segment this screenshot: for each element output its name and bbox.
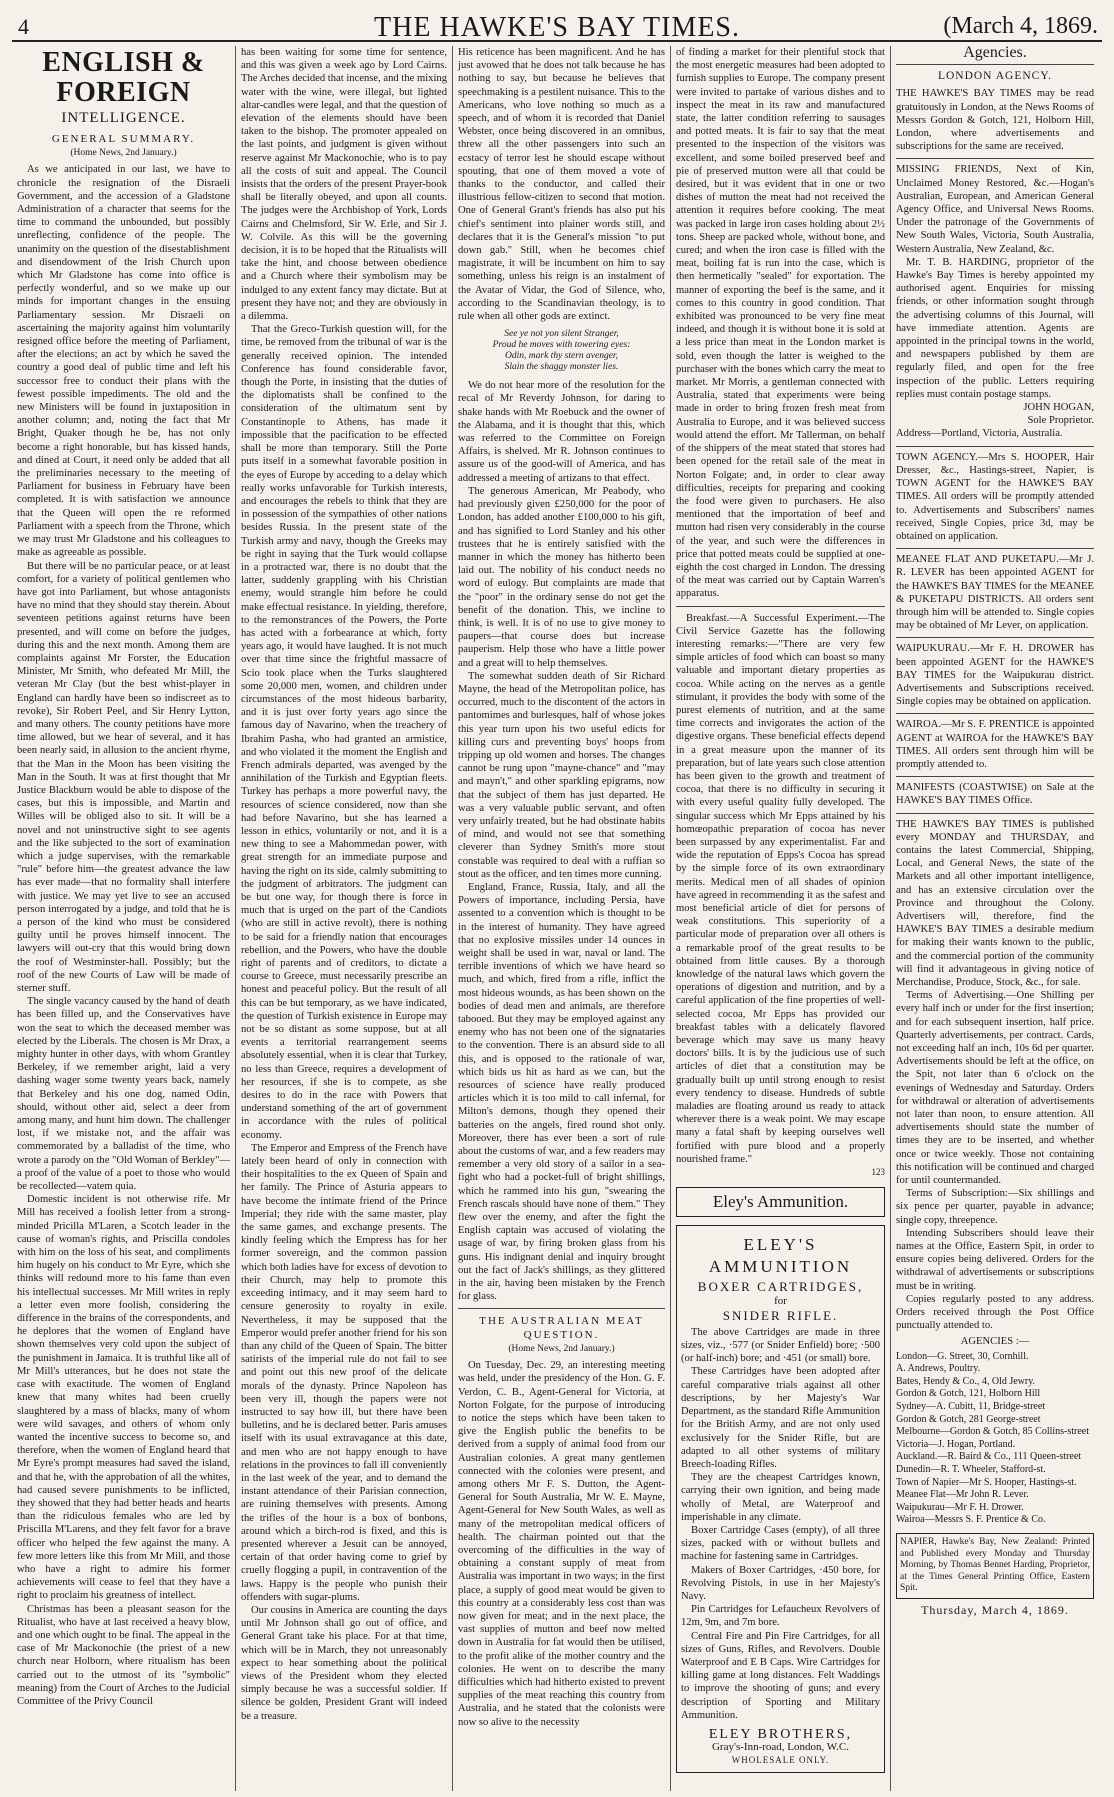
agency-line: Auckland.—R. Baird & Co., 111 Queen-street (896, 1451, 1082, 1463)
notice-text: MISSING FRIENDS, Next of Kin, Unclaimed Money Restored, &c.—Hogan's Australian, European, and American General Agency Office, and Universal News Rooms. Under the patronage of the Governments of New South Wales, Victoria, South Australia, Western Australia, New Zealand, &c. (896, 164, 1094, 255)
article-paragraph: As we anticipated in our last, we have to chronicle the resignation of the Disraeli Government, and the accession of a Gladstone Administration of a character that seems for the time to command the unbounded, but possibly unreflecting, confidence of the people. The unanimity on the question of the disestablishment and disendowment of the Irish Church upon which Mr Gladstone has come into office is perfectly wonderful, and so we make up our minds for important changes in the ensuing Parliamentary session. Mr Disraeli on ascertaining the majority against him voluntarily resigned office before the meeting of Parliament, after the elections; an act by which he saved the country a good deal of public time and left his successor free to conduct their plans with the fewest possible impediments. The old and the new Ministers will be found in juxtaposition in another column; and, noting the fact that Mr Bright, Quaker though he be, has not only become a right honorable, but has kissed hands, and dined at Court, it need only be added that all the preliminaries necessary to the meeting of Parliament for business in February have been completed. It is with satisfaction we announce that the Queen will open the re reformed Parliament with a speech from the Throne, which we may trust Mr Gladstone and his colleagues to make as agreeable as possible. (17, 164, 230, 559)
verse-line: See ye not yon silent Stranger, (504, 329, 619, 340)
article-paragraph: That the Greco-Turkish question will, for the time, be removed from the tribunal of war is the generally received opinion. The intended Conference has found considerable favor, though the Porte, in insisting that the duties of the diplomatists shall be confined to the consideration of the ultimatum sent by Constantinople to Athens, has made it impossible that the pacification to be effected shall be more than temporary. Still the Porte puts itself in a somewhat favorable position in the eyes of Europe by acceding to a delay which really works unfavorable for Turkish interests, and encourages the rebels to think that they are in possession of the sympathies of other nations besides Russia. In the present state of the Turkish army and navy, though the Greeks may be right in saying that the Turk would collapse in a protracted war, there is no doubt that the latter, suddenly grappling with his Christian enemy, would strangle him before he could make effectual resistance. In yielding, therefore, to the remonstrances of the Powers, the Porte has acted with a forbearance at which, forty years ago, it would have laughed. It is not much over that time since the frightful massacre of Scio took place when the Turks slaughtered some 20,000 men, women, and children under circumstances of the most hideous barbarity, and it is just over forty years ago since the famous day of Navarino, when the treachery of Ibrahim Pasha, who had granted an armistice, and who violated it the moment the English and French admirals departed, was avenged by the annihilation of the Turkish and Egyptian fleets. Turkey has perhaps a more powerful navy, the resources of science considered, now than she had before Navarino, but she has learned a lesson in ethics, voluntarily or not, and it is a new thing to see a Mahommedan power, with great strength for an immediate purpose and having the right on its side, calmly submitting to the judgment of arbitrators. The judgment can be but one way, for though there is force in much that is urged on the part of the Candiots (who are still in active revolt), there is nothing to be said for a friendly nation that encourages rebellion, and the Powers, who have the double right of parents and of creditors, to dictate a course to Greece, must necessarily prescribe an honest and peaceful policy. But the result of all this can be but temporary, as we have indicated, the question of Turkish existence in Europe may not be so distant as some suppose, but at all events a territorial rearrangement seems absolutely essential, when it is clear that Turkey, no less than Greece, requires a development of her resources, if she is to compete, as she desires to do in the race with Powers that understand something of the art of government in accordance with the rules of political economy. (241, 324, 447, 1141)
agency-line: Sydney—A. Cubitt, 11, Bridge-street (896, 1401, 1046, 1413)
column-2 (236, 46, 453, 1791)
printer-imprint: NAPIER, Hawke's Bay, New Zealand: Printed and Published every Monday and Thursday Morning, by Thomas Bennet Harding, Proprietor, at the Times General Printing Office, Eastern Spit. (896, 1533, 1094, 1599)
eley-ad-subheadline: BOXER CARTRIDGES, (697, 1279, 864, 1295)
eley-ad-signoff: ELEY BROTHERS, (708, 1726, 853, 1742)
article-title: THE AUSTRALIAN MEAT QUESTION. (479, 1315, 644, 1341)
verse-quote (458, 329, 665, 373)
article-source-note: (Home News, 2nd January.) (70, 148, 177, 159)
article-source-note: (Home News, 2nd January.) (508, 1343, 615, 1354)
notice-text: TOWN AGENCY.—Mrs S. HOOPER, Hair Dresser, &c., Hastings-street, Napier, is TOWN AGENT for the HAWKE'S BAY TIMES. All orders will be promptly attended to. Advertisements and Subscribers' names received, Single Copies, price 3d, may be obtained on application. (896, 451, 1094, 542)
agencies-list (896, 1351, 1094, 1527)
article-paragraph: of finding a market for their plentiful stock that the most energetic measures had been adopted to furnish supplies to Europe. The company present were invited to partake of various dishes and to inspect the meat in its raw and manufactured state, the latter condition referring to sausages and potted meats. It is fair to say that the meat presented to the inspection of the visitors was excellent, and some boiled preserved beef and pie of preserved mutton were all that could be desired, but it was evident that in one or two dishes of mutton the meat had not received the attention it requires before cooking. The meat was packed in large iron cases holding about 2½ tons. Sheep are packed whole, without bone, and cured; and when the iron case is filled with the meat, boiling fat is run into the case, which is then hermetically "sealed" for exportation. The manner of exporting the beef is the same, and it comes to this country in good condition. That exhibited was pronounced to be very fine meat indeed, and though it is without bone it is sold at a less price than meat in the London market is sold, even though the latter is weighed to the purchaser with the bones which carry the meat to market. Mr Morris, a gentleman connected with Australia, stated that experiments were being made in order to bring frozen fresh meat from Australia to Europe, and it was believed success would attend the effort. Mr Tallerman, on behalf of the shippers of the meat stated that stores had been opened for the retail sale of the meat in Norton Folgate; and, in order to clear away difficulties, receipts for preparing and cooking the food were given to purchasers. He also mentioned that the importation of beef and mutton had risen very considerably in the course of the year, and such were the differences in price that potted meats could be supplied at one-eighth the cost charged in London. The dressing of the meat was carried out by Captain Warren's apparatus. (676, 47, 885, 600)
notice-signature-title: Sole Proprietor. (1027, 415, 1094, 427)
eley-ad-paragraph: Boxer Cartridge Cases (empty), of all three sizes, packed with or without bullets and machine for fastening same in Cartridges. (681, 1524, 880, 1563)
footer-date: Thursday, March 4, 1869. (921, 1602, 1069, 1617)
agency-line: Wairoa—Messrs S. F. Prentice & Co. (896, 1514, 1046, 1526)
notice-text: MEANEE FLAT AND PUKETAPU.—Mr J. R. LEVER has been appointed AGENT for the HAWKE'S BAY TIMES for the MEANEE & PUKETAPU DISTRICTS. All orders sent through him will be attended to. Single copies may be obtained of Mr Lever, on application. (896, 554, 1094, 632)
divider (896, 64, 1094, 65)
eley-ad-title: Eley's Ammunition. (676, 1187, 885, 1217)
verse-line: Slain the shaggy monster lies. (504, 362, 619, 373)
manifests-notice (896, 777, 1094, 813)
notice-text: THE HAWKE'S BAY TIMES is published every MONDAY and THURSDAY, and contains the latest Commercial, Shipping, Local, and General News, the state of the Markets and all other important intelligence, and has an extensive circulation over the Province and throughout the Colony. Advertisers will, therefore, find the HAWKE'S BAY TIMES a desirable medium for making their wants known to the public, and the commercial portion of the community will find it advantageous in giving notice of Merchandise, Produce, Stock, &c., for sale. (896, 818, 1094, 988)
article-paragraph: We do not hear more of the resolution for the recal of Mr Reverdy Johnson, for daring to shake hands with Mr Roebuck and the owner of the Alabama, and it is thought that this, which was referred to the Committee on Foreign Affairs, is shelved. Mr R. Johnson continues to assure us of the good-will of America, and has addressed a meeting of artizans to that effect. (458, 380, 665, 484)
agency-line: Meanee Flat—Mr John R. Lever. (896, 1489, 1029, 1501)
agency-line: A. Andrews, Poultry. (896, 1363, 981, 1375)
agency-line: Gordon & Gotch, 281 George-street (896, 1413, 1041, 1425)
masthead (12, 10, 1102, 42)
notice-text: Copies regularly posted to any address. Orders received through the Post Office punctually attended to. (896, 1293, 1094, 1332)
eley-ad (676, 1225, 885, 1772)
times-info-notice (896, 814, 1094, 1527)
column-1 (12, 46, 236, 1791)
eley-ad-rifle: SNIDER RIFLE. (722, 1307, 839, 1323)
notice-text: THE HAWKE'S BAY TIMES may be read gratuitously in London, at the News Rooms of Messrs Gordon & Gotch, 121, Holborn Hill, London, where advertisements and subscriptions for the same are received. (896, 88, 1094, 153)
notice-signature: JOHN HOGAN, (1023, 402, 1094, 414)
eley-ad-paragraph: They are the cheapest Cartridges known, carrying their own ignition, and being made wholly of Metal, are Waterproof and imperishable in any climate. (681, 1472, 880, 1523)
agency-line: London—G. Street, 30, Cornhill. (896, 1350, 1029, 1362)
eley-ad-paragraph: Makers of Boxer Cartridges, ·450 bore, for Revolving Pistols, in use in her Majesty's Navy. (681, 1564, 880, 1602)
agencies-title: Agencies. (963, 46, 1027, 61)
article-paragraph: Our cousins in America are counting the days until Mr Johnson shall go out of office, and General Grant take his place. For at that time, which will be in March, they not unreasonably expect to hear something about the political views of the President whom they elected simply because he was a successful soldier. If silence be golden, President Grant will indeed be a treasure. (241, 1604, 447, 1722)
notice-text: Mr. T. B. HARDING, proprietor of the Hawke's Bay Times is hereby appointed my authorised agent. Enquiries for missing friends, or other information sought through the advertising columns of this Journal, will have immediate attention. Agents are appointed in the principal towns in the world, and newspapers published by them are regularly filed, and open for the free inspection of the public. Letters requiring replies must contain postage stamps. (896, 256, 1094, 400)
article-title: GENERAL SUMMARY. (51, 133, 196, 145)
agency-line: Victoria—J. Hogan, Portland. (896, 1438, 1016, 1450)
issue-date: (March 4, 1869. (943, 13, 1098, 39)
agencies-list-title: AGENCIES :— (960, 1336, 1030, 1348)
notice-text: Terms of Subscription:—Six shillings and six pence per quarter, payable in advance; single copy, threepence. (896, 1188, 1094, 1226)
section-heading: ENGLISH & FOREIGN (42, 47, 205, 108)
notice-text: WAIPUKURAU.—Mr F. H. DROWER has been appointed AGENT for the HAWKE'S BAY TIMES for the Waipukurau district. Advertisements and Subscriptions received. Single copies may be obtained on application. (896, 643, 1094, 708)
eley-ad-paragraph: These Cartridges have been adopted after careful comparative trials against all other descriptions, by her Majesty's War Department, as the standard Rifle Ammunition for the British Army, and are not only used exclusively for the Snider Rifle, but are adapted to all other systems of military Breech-loading Rifles. (681, 1366, 880, 1470)
waipukurau-notice (896, 638, 1094, 714)
section-subheading: INTELLIGENCE. (61, 110, 186, 126)
london-agency-notice (896, 83, 1094, 159)
eley-ad-wholesale: WHOLESALE ONLY. (731, 1755, 830, 1766)
article-paragraph: has been waiting for some time for sentence, and this was given a week ago by Lord Cairns. The Arches decided that incense, and the mixing water with the wine, were illegal, but lighted altar-candles were legal, and that the question of elevation of the elements should have been taken to the bishop. The promoter appealed on the last points, and judgment is given without reserve against Mr Mackonochie, who is to pay all the costs of suit and appeal. The Council insists that the orders of the present Prayer-book shall be literally obeyed, and upon all counts. The judges were the Archbishop of York, Lords Cairns and Chelmsford, Sir W. Erle, and Sir J. W. Colvile. As this will be the governing decision, it is to be hoped that the Ritualists will take the hint, and choose between obedience and a Church where their symbolism may be indulged to any extent fancy may dictate. But at present they have not; and they are obviously in a dilemma. (241, 47, 447, 323)
page-number: 4 (18, 14, 29, 39)
agency-line: Dunedin—R. T. Wheeler, Stafford-st. (896, 1464, 1046, 1476)
notice-text: Terms of Advertising.—One Shilling per every half inch or under for the first insertion; and for each subsequent insertion, half price. Quarterly advertisements, per contract. Cards, not exceeding half an inch, 10s 6d per quarter. Advertisements should be left at the office, on the Spit, not later than 6 o'clock on the evenings of Wednesday and Saturday. Orders for withdrawal or alteration of advertisements not later than noon, to ensure attention. All advertisements should state the number of times they are to be inserted, and whether once or twice weekly. Those not containing this notification will be continued and charged for until countermanded. (896, 990, 1094, 1187)
meanee-notice (896, 549, 1094, 638)
missing-friends-notice (896, 159, 1094, 446)
agency-line: Gordon & Gotch, 121, Holborn Hill (896, 1388, 1041, 1400)
columns (12, 46, 1102, 1791)
article-paragraph: England, France, Russia, Italy, and all the Powers of importance, including Persia, have assented to a convention which is thought to be in the interest of humanity. They have agreed that no explosive missiles under 14 ounces in weight shall be used in war, naval or land. The terrible inventions of which we have heard so much, and which, fired from a rifle, inflict the most hideous wounds, as has been shown on the bodies of dead men and animals, are therefore tabooed. But they may be employed against any enemy who has not been one of the signataries to the convention. There is an absurd side to all this, and is opposed to the rationale of war, which bids us hit as hard as we can, but the resources of science have really produced articles which it is too mild to call infernal, for Milton's demons, though they opened their batteries on the angels, fired round shot only. Moreover, there has ever been a sort of rule about the customs of war, and a few readers may remember a very old story of a sailor in a sea-fight who had a pocket-full of bright shillings, which he rammed into his gun, "swearing the French rascals should have none of them." They flew over the enemy, and after the fight the English captain was accused of violating the usage of war, by firing broken glass from his guns. His indignant denial and inquiry brought out the fact of Jack's shillings, as they glittered in the air, having been mistaken by the French for glass. (458, 881, 665, 1303)
agency-line: Melbourne—Gordon & Gotch, 85 Collins-street (896, 1426, 1090, 1438)
breakfast-paragraph: Breakfast.—A Successful Experiment.—The Civil Service Gazette has the following interesting remarks:—"There are very few simple articles of food which can boast so many valuable and important dietary properties as cocoa. While acting on the nerves as a gentle stimulant, it provides the body with some of the purest elements of nutrition, and at the same time corrects and invigorates the action of the digestive organs. These beneficial effects depend in a great measure upon the manner of its preparation, but of late years such close attention has been given to the growth and treatment of cocoa, that there is no difficulty in securing it with every useful quality fully developed. The singular success which Mr Epps attained by his homœopathic preparation of cocoa has never been surpassed by any experimentalist. Far and wide the reputation of Epps's Cocoa has spread by the simple force of its own extraordinary merits. Medical men of all shades of opinion have agreed in recommending it as the safest and most beneficial article of diet for persons of weak constitutions. This superiority of a particular mode of preparation over all others is a remarkable proof of the great results to be obtained from little causes. By a thorough knowledge of the natural laws which govern the operations of digestion and nutrition, and by a careful application of the fine properties of well-selected cocoa, Mr Epps has provided our breakfast tables with a delicately flavored beverage which may save us many heavy doctors' bills. It is by the judicious use of such articles of diet that a constitution may be gradually built up until strong enough to resist every tendency to disease. Hundreds of subtle maladies are floating around us ready to attack wherever there is a weak point. We may escape many a fatal shaft by keeping ourselves well fortified with pure blood and a properly nourished frame." (676, 612, 885, 1165)
wairoa-notice (896, 714, 1094, 777)
column-5 (891, 46, 1099, 1791)
article-paragraph: The Emperor and Empress of the French have lately been heard of only in connection with their hospitalities to the ex Queen of Spain and her family. The Prince of Asturia appears to have become the intimate friend of the Prince Imperial; they ride with the same master, play the same games, and exchange presents. The kindly feeling which the Empress has for her former sovereign, and the common passion which both ladies have for excess of devotion to their Church, may help to promote this exceeding intimacy, and it may seem hard to censure generosity to royalty in exile. Nevertheless, it may be supposed that the Emperor would prefer another friend for his son than any child of the Queen of Spain. The bitter satirists of the imperial rule do not fail to see and point out this new proof of the delicate morals of the dynasty. Prince Napoleon has been very ill, though the papers were not instructed to say how ill, but there have been bulletins, and he is declared better. Paris amuses itself with its usual extravagance at this date, and men who are not happy enough to have relations in the provinces to fall ill conveniently in the last week of the year, and to demand the instant attendance of their Parisian connection, are ruining themselves with presents. Among the trifles of the hour is a box of bonbons, around which a birch-rod is fixed, and this is presented wherever a Jesuit can be annoyed, certain of that order having come to grief by cruelly flogging a pupil, in contravention of the laws. Happy is the people who punish their offenders with sugar-plums. (241, 1142, 447, 1603)
eley-ad-paragraph: Central Fire and Pin Fire Cartridges, for all sizes of Guns, Rifles, and Revolvers. Double Waterproof and E B Caps. Wire Cartridges for killing game at long distances. Felt Waddings to improve the shooting of guns; and every description of Sporting and Military Ammunition. (681, 1630, 880, 1721)
article-paragraph: The generous American, Mr Peabody, who had previously given £250,000 for the poor of London, has added another £100,000 to his gift, and has signified to Lord Stanley and his other trustees that he is entirely satisfied with the manner in which the money has hitherto been laid out. The nobility of his conduct needs no word of eulogy. But complaints are made that the "poor" in the ordinary sense do not get the benefit of the donation. This, we incline to think, is well. It is of no use to give money to paupers—that course does but increase pauperism. Help those who have a little power and a great will to help themselves. (458, 485, 665, 669)
eley-ad-for: for (774, 1295, 787, 1308)
article-paragraph: The single vacancy caused by the hand of death has been filled up, and the Conservatives have won the seat to which the deceased member was elected by the Liberals. The chosen is Mr Drax, a mighty hunter in other days, with whom Grantley Berkeley, if we remember aright, laid a very dashing wager some twenty years back, namely that Berkeley and his one dog, named Odin, should, without other aid, select a deer from among many, and hunt him down. The challenger lost, if we mistake not, and the affair was commemorated by a balladist of the time, who wrote a parody on the "Old Woman of Berkley"—a proof of the value of a poet to those who would be recollected—vatem quia. (17, 996, 230, 1193)
agency-line: Town of Napier—Mr S. Hooper, Hastings-st. (896, 1476, 1077, 1488)
verse-line: Odin, mark thy stern avenger, (505, 351, 618, 362)
eley-ad-paragraph: The above Cartridges are made in three sizes, viz., ·577 (or Snider Enfield) bore; ·500 (or half-inch) bore; and ·451 (or small) bore. (681, 1326, 880, 1365)
eley-ad-address: Gray's-Inn-road, London, W.C. (711, 1741, 850, 1754)
notice-text: MANIFESTS (COASTWISE) on Sale at the HAWKE'S BAY TIMES Office. (896, 782, 1094, 807)
divider (458, 1308, 665, 1309)
notice-address: Address—Portland, Victoria, Australia. (896, 428, 1063, 440)
eley-ad-headline: ELEY'S AMMUNITION (708, 1235, 853, 1277)
article-paragraph: On Tuesday, Dec. 29, an interesting meeting was held, under the presidency of the Hon. G. F. Verdon, C. B., Agent-General for Victoria, at Norton Folgate, for the purpose of introducing to notice the steps which have been taken to give the English public the benefits to be derived from a supply of animal food from our Australian colonies. A great many gentlemen connected with the colonies were present, and among others Mr F. S. Dutton, the Agent-General for South Australia, Mr W. E. Mayne, Agent-General for New South Wales, as well as many of the metropolitan medical officers of health. The chairman pointed out that the overcoming of the difficulties in the way of obtaining a constant supply of meat from Australia was important in two ways; in the first place, a supply of good meat would be given to this country at a considerably less cost than was now given for meat; and in the next place, the vast supplies of mutton and beef now melted down in Australia for fat would then be utilised, to the profit alike of the mother country and the colonies. He went on to describe the many difficulties which had hitherto existed to prevent supplies of the meat reaching this country from Australia, and he stated that the colonists were now so alive to the necessity (458, 1360, 665, 1728)
article-paragraph: Christmas has been a pleasant season for the Ritualist, who have at last received a heavy blow, and one which ought to be final. The appeal in the case of Mr Mackonochie (the priest of a new church near Holborn, where ritualism has been carried out to the utmost of its "symbolic" meaning) from the Court of Arches to the Judicial Committee of the Privy Council (17, 1603, 230, 1707)
ad-reference: 123 (871, 1167, 885, 1178)
london-agency-title: LONDON AGENCY. (937, 70, 1053, 83)
notice-text: Intending Subscribers should leave their names at the Office, Eastern Spit, in order to ensure copies being delivered. Orders for the withdrawal of advertisements or subscriptions must be in writing. (896, 1227, 1094, 1292)
column-4 (671, 46, 891, 1791)
eley-ad-paragraph: Pin Cartridges for Lefaucheux Revolvers of 12m, 9m, and 7m bore. (681, 1604, 880, 1629)
agency-line: Waipukurau—Mr F. H. Drower. (896, 1501, 1024, 1513)
verse-line: Proud he moves with towering eyes: (492, 340, 631, 351)
article-paragraph: His reticence has been magnificent. And he has just avowed that he does not talk because he has nothing to say, but because he believes that speechmaking is a pestilent nuisance. This to the Americans, who love nothing so much as a speech, and of whom it is recorded that Daniel Webster, once being discovered in an omnibus, threw all the other passengers into such an ecstacy of terror lest he should escape without spouting, that one of them moved a vote of thanks to the conductor, and called their illustrious fellow-citizen to second that motion. One of General Grant's friends has also put his chief's sentiment into plainer words still, and declares that it is the General's mission "to put down gab." Still, when he becomes chief magistrate, it will be incumbent on him to say something, unless his reign is an instalment of the Avatar of Vidar, the God of Silence, who, according to the Scandinavian theology, is to rule when all other gods are extinct. (458, 47, 665, 323)
article-paragraph: Domestic incident is not otherwise rife. Mr Mill has received a foolish letter from a strong-minded Pricilla M'Laren, a Scotch leader in the cause of woman's rights, and Priscilla condoles with him on the loss of his seat, and compliments him hugely on his conduct to Mr Eyre, which she thinks will redound more to his fame than even his intellectual successes. Mr Mill writes in reply a letter even more foolish, considering the difference in the brains of the correspondents, and he deplores that the women of England have shown themselves very cold upon the subject of the punishment in Jamaica. It is truthful like all of Mr Mill's utterances, but he does not state the case with exactitude. The women of England knew that many whites had been cruelly slaughtered by a mass of blacks, many of whom were wild savages, and others of whom only wanted the incentive success to become so, and therefore, when the women of England heard that Mr Eyre's prompt measures had saved the island, and that he, with the approbation of all the whites, had caused severe punishments to be inflicted, they showed that they had better heads and hearts than the ridiculous females who are led by Priscilla M'Larens, and they felt favor for a brave officer who helped the few against the many. A few more letters like this from Mr Mill, and those who have a right to admire his former achievements will cease to feel that they have a right to proclaim his greatness of intellect. (17, 1194, 230, 1602)
town-agency-notice (896, 447, 1094, 549)
divider (676, 606, 885, 607)
notice-text: WAIROA.—Mr S. F. PRENTICE is appointed AGENT at WAIROA for the HAWKE'S BAY TIMES. All orders sent through him will be promptly attended to. (896, 719, 1094, 770)
column-3 (453, 46, 671, 1791)
newspaper-title: THE HAWKE'S BAY TIMES. (374, 12, 740, 43)
agency-line: Bates, Hendy & Co., 4, Old Jewry. (896, 1375, 1036, 1387)
article-paragraph: But there will be no particular peace, or at least comfort, for a variety of political gentlemen who have got into Parliament, but whose antagonists have no mind that they should stay therein. About seventeen petitions against returns have been presented, and will come on before the judges, during this and the next month. Among them are complaints against Mr Forster, the Education Minister, Mr Smith, who defeated Mr Mill, the veteran Mr Clay (but the best whist-player in England can hardly have been so indiscreet as to revoke), Sir Robert Peel, and Sir Henry Lytton, and many others. The county petitions have more time allowed, but we hear of several, and it has been nearly said, in allusion to the ancient rhyme, that the Man in the Moon has been visiting the Man in the South. It was at first thought that Mr Justice Blackburn would be able to dispose of the cases, but this is impossible, and Martin and Willes will be obliged also to sit. It will be a novel and not uninstructive sight to see agents and the like subjected to the sort of examination which a judge supervises, with the remarkable "rule" before him—the greatest advance the law has ever made—that no formality shall interfere with justice. We may yet live to see an accused person interrogated by a judge, and told that he is a person of the kind who must be considered guilty until he proves himself innocent. The lawyers will out-cry that this would bring down the roof of Westminster-hall. Possibly; but the roof of the new Courts of Law will be made of sterner stuff. (17, 560, 230, 994)
article-paragraph: The somewhat sudden death of Sir Richard Mayne, the head of the Metropolitan police, has occurred, much to the discontent of the actors in pantomimes and burlesques, half of whose jokes this year turn upon his two useful edicts for killing curs and preventing boys' hoops from tripping up old women and horses. The changes cannot be rung upon "mayne-chance" and "may and mayn't," and other sparkling epigrams, now that the subject of them has just departed. He was a very valuable public servant, and often very unfairly treated, but he had obstinate habits of mind, and would not see that something cleverer than Sydney Smith's more stout constable was required to deal with a ruffian so stout as the officer, and ten times more cunning. (458, 670, 665, 880)
